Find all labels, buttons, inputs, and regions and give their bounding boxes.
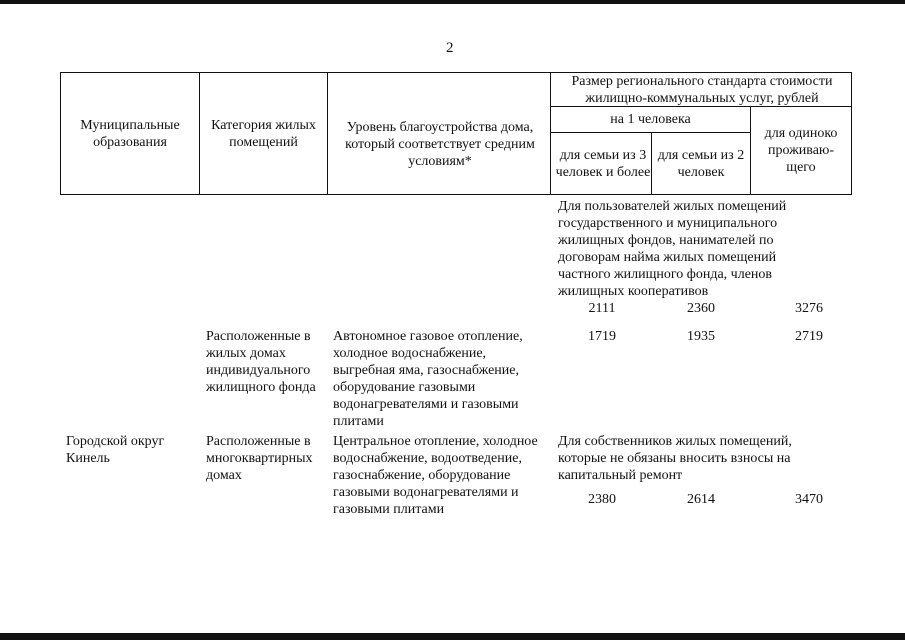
scan-edge-bottom [0, 633, 905, 640]
row3-level: Центральное отопление, холодное водоснабжение, водоотведение, газоснабжение, оборудование газовыми водонагревателями и газовыми плитами [333, 434, 538, 517]
row2-family2: 1935 [687, 329, 715, 344]
row3-family3: 2380 [588, 492, 616, 507]
row2-category: Расположенные в жилых домах индивидуального жилищного фонда [206, 329, 316, 395]
header-standard: Размер регионального стандарта стоимости жилищно-коммунальных услуг, рублей [571, 73, 833, 106]
row1-family2: 2360 [687, 301, 715, 316]
row3-single: 3470 [795, 492, 823, 507]
row3-municipal: Городской округ Кинель [66, 434, 165, 466]
row2-single: 2719 [795, 329, 823, 344]
header-level: Уровень благоустройства дома, который соответствует средним условиям* [345, 120, 535, 169]
table-header [0, 0, 905, 200]
header-municipal: Муниципальные образования [80, 117, 180, 150]
note-users: Для пользователей жилых помещений государственного и муниципального жилищных фондов, нанимателей по договорам найма жилых помещений частного жилищного фонда, членов жилищных кооперативов [558, 199, 787, 299]
row1-family3: 2111 [588, 301, 616, 316]
header-family2: для семьи из 2 человек [657, 147, 745, 180]
row3-category: Расположенные в многоквартирных домах [206, 434, 313, 483]
note-owners: Для собственников жилых помещений, которые не обязаны вносить взносы на капитальный ремонт [558, 434, 792, 483]
page-number: 2 [446, 40, 454, 56]
row2-level: Автономное газовое отопление, холодное водоснабжение, выгребная яма, газоснабжение, оборудование газовыми водонагревателями и газовыми плитами [333, 329, 523, 429]
row3-family2: 2614 [687, 492, 715, 507]
header-family3: для семьи из 3 человек и более [555, 147, 651, 180]
header-category: Категория жилых помещений [211, 117, 316, 150]
row1-single: 3276 [795, 301, 823, 316]
header-single: для одиноко проживаю-щего [764, 126, 838, 175]
header-per-person: на 1 человека [610, 112, 691, 127]
row2-family3: 1719 [588, 329, 616, 344]
